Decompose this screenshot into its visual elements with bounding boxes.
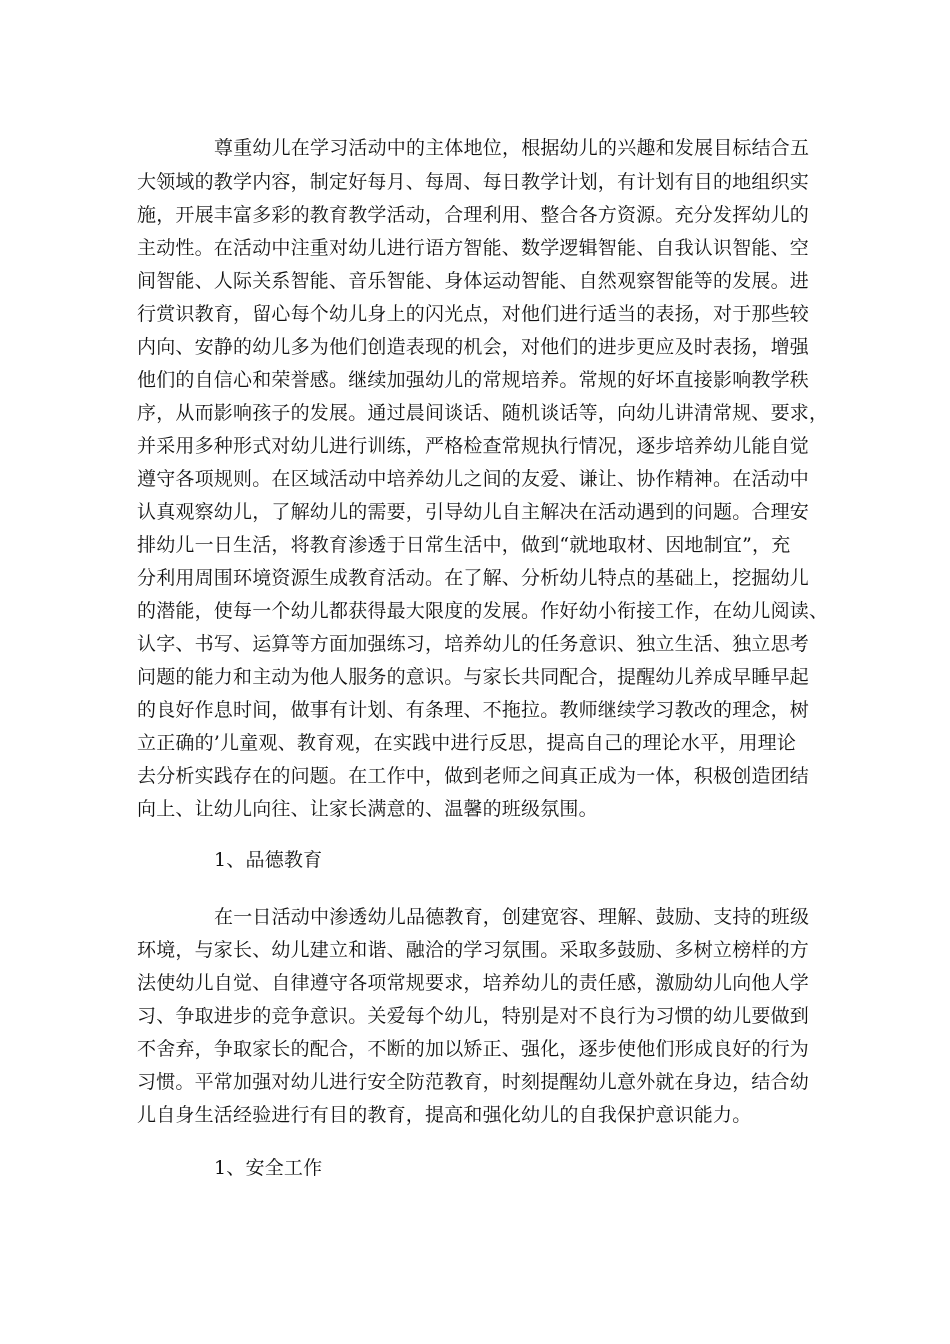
paragraph-1-line-14: 分利用周围环境资源生成教育活动。在了解、分析幼儿特点的基础上，挖掘幼儿: [137, 567, 810, 589]
paragraph-1-line-16: 认字、书写、运算等方面加强练习，培养幼儿的任务意识、独立生活、独立思考: [137, 633, 810, 655]
section-heading-moral-education: 1、品德教育: [214, 849, 323, 871]
paragraph-1-line-13: 排幼儿一日生活，将教育渗透于日常生活中，做到“就地取材、因地制宜”，充: [137, 534, 791, 556]
paragraph-1-line-5: 间智能、人际关系智能、音乐智能、身体运动智能、自然观察智能等的发展。进: [137, 270, 810, 292]
paragraph-1-line-3: 施，开展丰富多彩的教育教学活动，合理利用、整合各方资源。充分发挥幼儿的: [137, 204, 810, 226]
paragraph-1-line-2: 大领域的教学内容，制定好每月、每周、每日教学计划，有计划有目的地组织实: [137, 171, 810, 193]
paragraph-2-line-7: 儿自身生活经验进行有目的教育，提高和强化幼儿的自我保护意识能力。: [137, 1104, 752, 1126]
paragraph-1-line-4: 主动性。在活动中注重对幼儿进行语方智能、数学逻辑智能、自我认识智能、空: [137, 237, 810, 259]
paragraph-1-line-7: 内向、安静的幼儿多为他们创造表现的机会，对他们的进步更应及时表扬，增强: [137, 336, 810, 358]
paragraph-2-line-5: 不舍弃，争取家长的配合，不断的加以矫正、强化，逐步使他们形成良好的行为: [137, 1038, 810, 1060]
paragraph-2-line-6: 习惯。平常加强对幼儿进行安全防范教育，时刻提醒幼儿意外就在身边，结合幼: [137, 1071, 810, 1093]
paragraph-1-line-18: 的良好作息时间，做事有计划、有条理、不拖拉。教师继续学习教改的理念，树: [137, 699, 810, 721]
paragraph-2-line-2: 环境，与家长、幼儿建立和谐、融洽的学习氛围。采取多鼓励、多树立榜样的方: [137, 939, 810, 961]
paragraph-1-line-1: 尊重幼儿在学习活动中的主体地位，根据幼儿的兴趣和发展目标结合五: [214, 137, 810, 159]
paragraph-1-line-11: 遵守各项规则。在区域活动中培养幼儿之间的友爱、谦让、协作精神。在活动中: [137, 468, 810, 490]
paragraph-1-line-9: 序，从而影响孩子的发展。通过晨间谈话、随机谈话等，向幼儿讲清常规、要求，: [137, 402, 829, 424]
paragraph-1-line-19: 立正确的’儿童观、教育观，在实践中进行反思，提高自己的理论水平，用理论: [137, 732, 797, 754]
paragraph-1-line-6: 行赏识教育，留心每个幼儿身上的闪光点，对他们进行适当的表扬，对于那些较: [137, 303, 810, 325]
paragraph-2-line-3: 法使幼儿自觉、自律遵守各项常规要求，培养幼儿的责任感，激励幼儿向他人学: [137, 972, 810, 994]
paragraph-1-line-21: 向上、让幼儿向往、让家长满意的、温馨的班级氛围。: [137, 798, 598, 820]
paragraph-1-line-20: 去分析实践存在的问题。在工作中，做到老师之间真正成为一体，积极创造团结: [137, 765, 810, 787]
paragraph-1-line-17: 问题的能力和主动为他人服务的意识。与家长共同配合，提醒幼儿养成早睡早起: [137, 666, 810, 688]
paragraph-2-line-4: 习、争取进步的竞争意识。关爱每个幼儿，特别是对不良行为习惯的幼儿要做到: [137, 1005, 810, 1027]
paragraph-1-line-12: 认真观察幼儿，了解幼儿的需要，引导幼儿自主解决在活动遇到的问题。合理安: [137, 501, 810, 523]
paragraph-1-line-8: 他们的自信心和荣誉感。继续加强幼儿的常规培养。常规的好坏直接影响教学秩: [137, 369, 810, 391]
paragraph-2-line-1: 在一日活动中渗透幼儿品德教育，创建宽容、理解、鼓励、支持的班级: [214, 906, 810, 928]
paragraph-1-line-10: 并采用多种形式对幼儿进行训练，严格检查常规执行情况，逐步培养幼儿能自觉: [137, 435, 810, 457]
paragraph-1-line-15: 的潜能，使每一个幼儿都获得最大限度的发展。作好幼小衔接工作，在幼儿阅读、: [137, 600, 829, 622]
section-heading-safety-work: 1、安全工作: [214, 1157, 323, 1179]
